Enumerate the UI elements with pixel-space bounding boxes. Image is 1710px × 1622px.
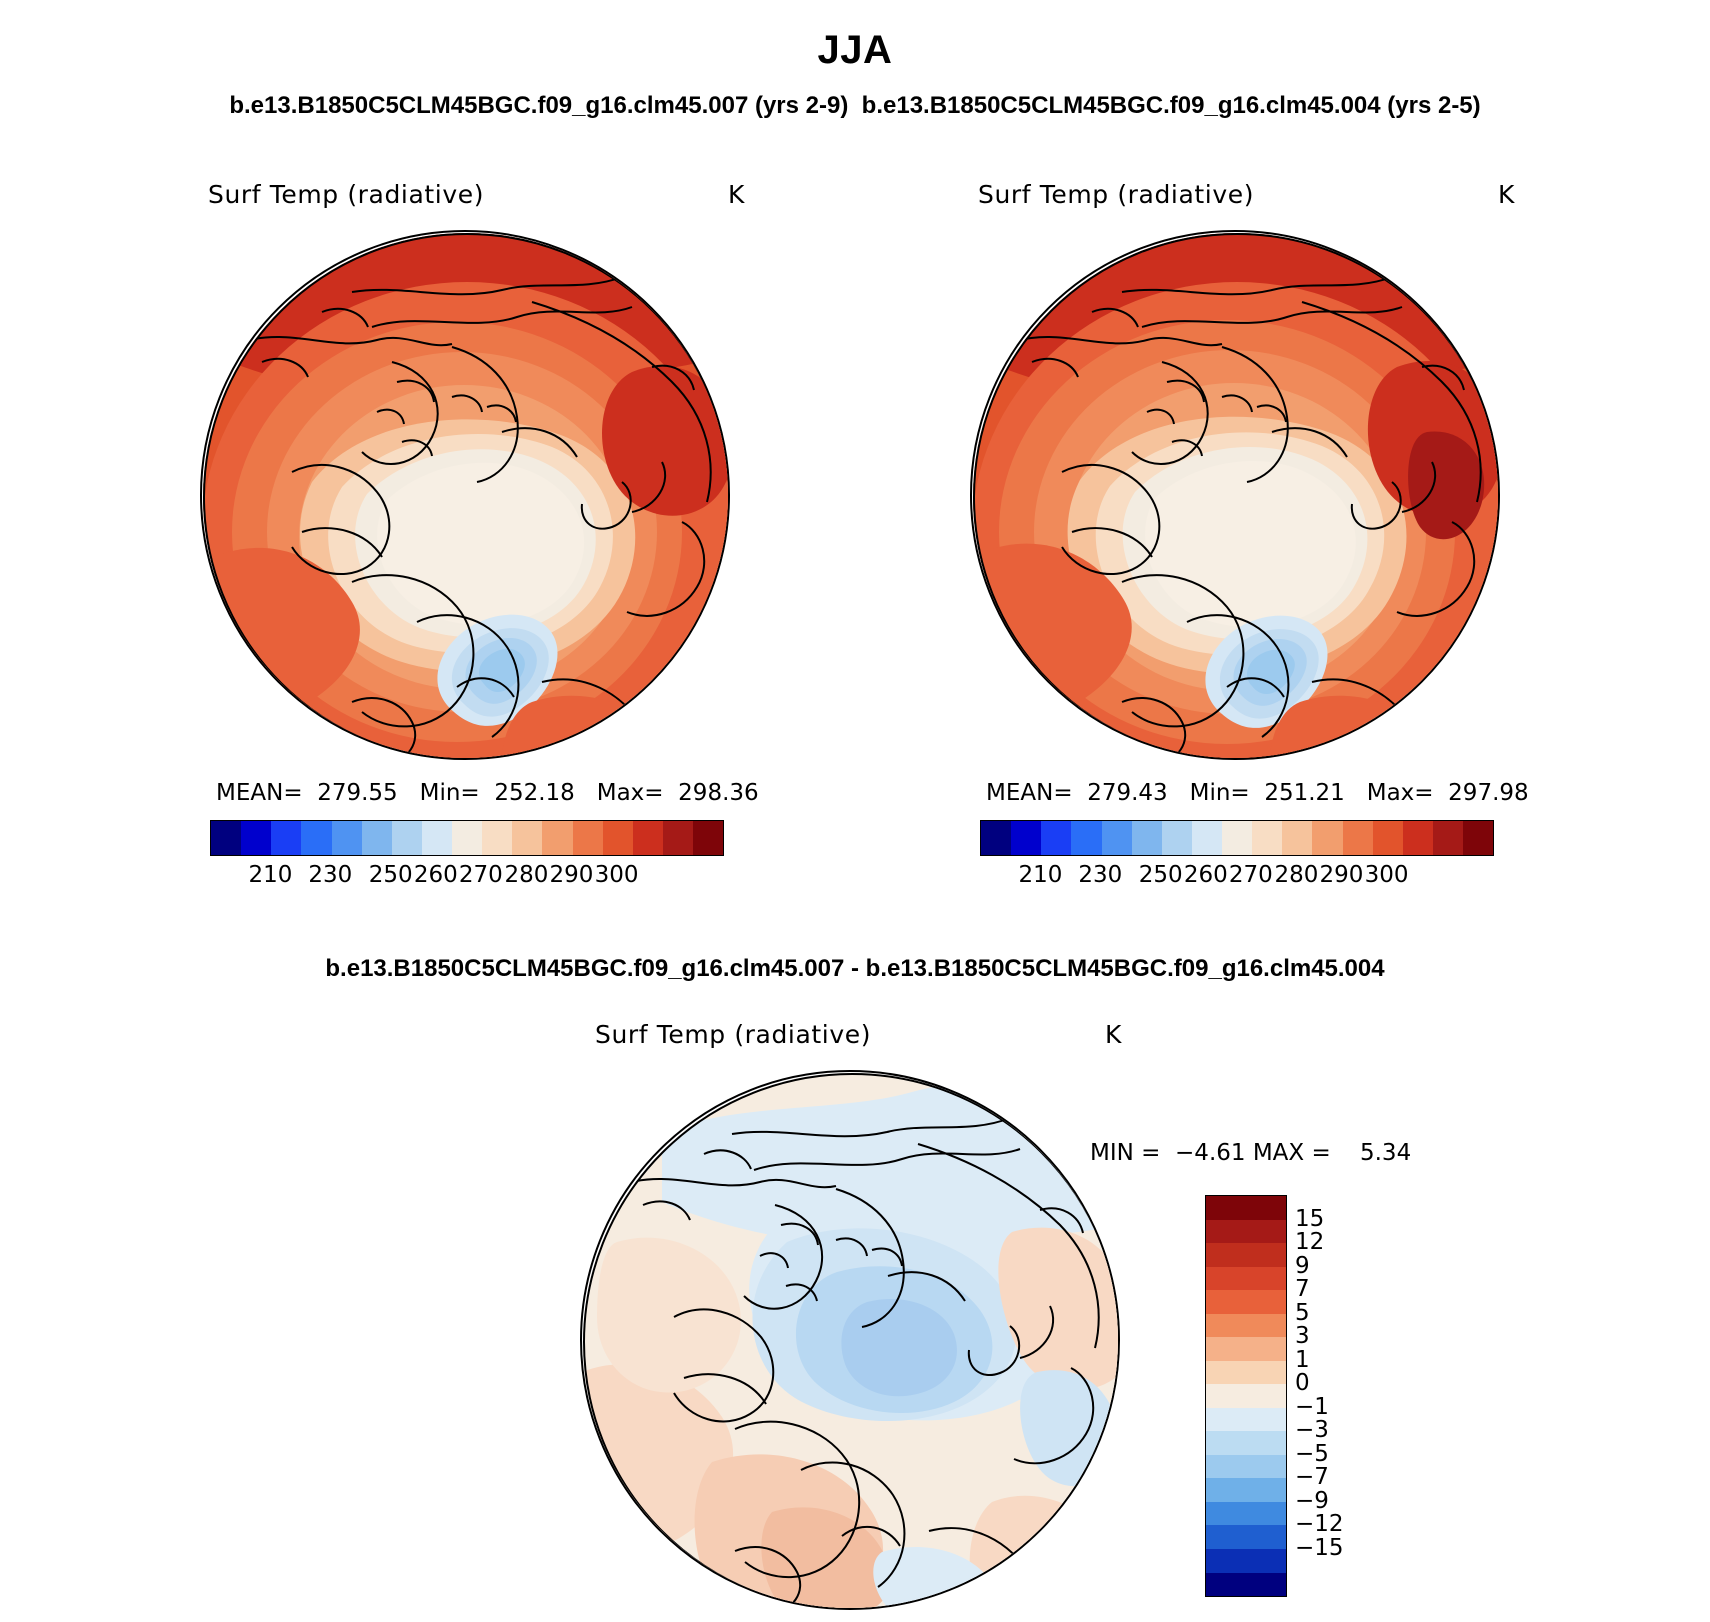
colorbar-cell-11: [542, 821, 572, 855]
colorbar-cell-1: [241, 821, 271, 855]
colorbar-cell-14: [1403, 821, 1433, 855]
colorbar-cell-16: [693, 821, 723, 855]
left-stats: MEAN= 279.55 Min= 252.18 Max= 298.36: [216, 780, 759, 806]
colorbar-cell-0: [981, 821, 1011, 855]
colorbar-tick-300: 300: [1364, 862, 1409, 888]
colorbar-cell-9: [1252, 821, 1282, 855]
panel-difference: [580, 1020, 1412, 1600]
colorbar-tick-300: 300: [594, 862, 639, 888]
colorbar-cell-15: [663, 821, 693, 855]
colorbar-cell-1: [1011, 821, 1041, 855]
diff-colorbar-tick-4: 5: [1295, 1299, 1310, 1326]
colorbar-cell-4: [1102, 821, 1132, 855]
right-map-canvas: [972, 232, 1500, 760]
colorbar-tick-280: 280: [1274, 862, 1319, 888]
panel-right: [970, 180, 1610, 920]
colorbar-tick-290: 290: [549, 862, 594, 888]
left-map-canvas: [202, 232, 730, 760]
colorbar-cell-3: [301, 821, 331, 855]
colorbar-tick-260: 260: [1183, 862, 1228, 888]
diff-colorbar-cell-9: [1206, 1408, 1286, 1432]
case-names-text: b.e13.B1850C5CLM45BGC.f09_g16.clm45.007 (yrs 2-9) b.e13.B1850C5CLM45BGC.f09_g16.clm45.004 (yrs 2-5): [229, 92, 1481, 119]
diff-colorbar-cell-13: [1206, 1502, 1286, 1526]
diff-minmax: MIN = −4.61 MAX = 5.34: [1090, 1140, 1412, 1166]
colorbar-cell-6: [392, 821, 422, 855]
colorbar-cell-2: [1041, 821, 1071, 855]
diff-colorbar-tick-0: 15: [1295, 1205, 1325, 1232]
difference-polar-map[interactable]: [580, 1070, 1120, 1610]
colorbar-cell-13: [1373, 821, 1403, 855]
diff-colorbar-cell-1: [1206, 1220, 1286, 1244]
diff-colorbar-tick-13: −12: [1295, 1511, 1344, 1538]
diff-colorbar-tick-1: 12: [1295, 1229, 1325, 1256]
diff-colorbar-tick-11: −7: [1295, 1464, 1329, 1491]
diff-colorbar-tick-12: −9: [1295, 1487, 1329, 1514]
colorbar-tick-230: 230: [1078, 862, 1123, 888]
colorbar-cell-0: [211, 821, 241, 855]
diff-colorbar-tick-2: 9: [1295, 1252, 1310, 1279]
colorbar-cell-12: [573, 821, 603, 855]
colorbar-cell-5: [362, 821, 392, 855]
diff-colorbar-cell-3: [1206, 1267, 1286, 1291]
difference-colorbar[interactable]: [1205, 1195, 1287, 1597]
colorbar-cell-2: [271, 821, 301, 855]
diff-colorbar-cell-16: [1206, 1573, 1286, 1597]
diff-colorbar-cell-11: [1206, 1455, 1286, 1479]
figure-title: JJA: [817, 28, 893, 72]
colorbar-tick-270: 270: [458, 862, 503, 888]
diff-colorbar-cell-7: [1206, 1361, 1286, 1385]
diff-colorbar-cell-2: [1206, 1243, 1286, 1267]
case-names-line: [0, 92, 1710, 120]
right-unit-label: K: [1498, 180, 1515, 209]
right-colorbar-labels: [980, 862, 1492, 892]
left-colorbar[interactable]: [210, 820, 724, 856]
right-colorbar[interactable]: [980, 820, 1494, 856]
colorbar-cell-7: [422, 821, 452, 855]
colorbar-cell-14: [633, 821, 663, 855]
colorbar-cell-15: [1433, 821, 1463, 855]
difference-case-line: b.e13.B1850C5CLM45BGC.f09_g16.clm45.007 - b.e13.B1850C5CLM45BGC.f09_g16.clm45.004: [325, 955, 1385, 982]
diff-colorbar-tick-5: 3: [1295, 1323, 1310, 1350]
colorbar-cell-7: [1192, 821, 1222, 855]
diff-colorbar-cell-5: [1206, 1314, 1286, 1338]
colorbar-cell-13: [603, 821, 633, 855]
diff-colorbar-tick-3: 7: [1295, 1276, 1310, 1303]
colorbar-cell-6: [1162, 821, 1192, 855]
diff-colorbar-tick-14: −15: [1295, 1534, 1344, 1561]
diff-colorbar-cell-4: [1206, 1290, 1286, 1314]
colorbar-tick-250: 250: [368, 862, 413, 888]
left-unit-label: K: [728, 180, 745, 209]
colorbar-cell-9: [482, 821, 512, 855]
left-colorbar-labels: [210, 862, 722, 892]
colorbar-cell-11: [1312, 821, 1342, 855]
colorbar-cell-16: [1463, 821, 1493, 855]
colorbar-tick-290: 290: [1319, 862, 1364, 888]
colorbar-cell-5: [1132, 821, 1162, 855]
diff-colorbar-tick-6: 1: [1295, 1346, 1310, 1373]
diff-variable-label: Surf Temp (radiative): [595, 1020, 872, 1049]
colorbar-cell-8: [1222, 821, 1252, 855]
colorbar-cell-12: [1343, 821, 1373, 855]
right-stats: MEAN= 279.43 Min= 251.21 Max= 297.98: [986, 780, 1529, 806]
colorbar-tick-210: 210: [248, 862, 293, 888]
diff-colorbar-cell-6: [1206, 1337, 1286, 1361]
right-variable-label: Surf Temp (radiative): [978, 180, 1255, 209]
diff-colorbar-cell-10: [1206, 1431, 1286, 1455]
colorbar-tick-270: 270: [1228, 862, 1273, 888]
diff-colorbar-cell-14: [1206, 1525, 1286, 1549]
difference-colorbar-labels: [1295, 1195, 1385, 1595]
diff-colorbar-tick-8: −1: [1295, 1393, 1329, 1420]
diff-colorbar-cell-12: [1206, 1478, 1286, 1502]
colorbar-cell-3: [1071, 821, 1101, 855]
panel-left: [200, 180, 840, 920]
diff-unit-label: K: [1105, 1020, 1122, 1049]
colorbar-cell-10: [512, 821, 542, 855]
diff-colorbar-cell-8: [1206, 1384, 1286, 1408]
diff-colorbar-cell-0: [1206, 1196, 1286, 1220]
colorbar-tick-230: 230: [308, 862, 353, 888]
diff-colorbar-tick-10: −5: [1295, 1440, 1329, 1467]
colorbar-tick-260: 260: [413, 862, 458, 888]
colorbar-tick-280: 280: [504, 862, 549, 888]
diff-colorbar-tick-7: 0: [1295, 1370, 1310, 1397]
left-polar-map[interactable]: [200, 230, 730, 760]
colorbar-cell-10: [1282, 821, 1312, 855]
diff-colorbar-tick-9: −3: [1295, 1417, 1329, 1444]
colorbar-cell-4: [332, 821, 362, 855]
diff-map-canvas: [582, 1072, 1120, 1610]
colorbar-cell-8: [452, 821, 482, 855]
right-polar-map[interactable]: [970, 230, 1500, 760]
colorbar-tick-210: 210: [1018, 862, 1063, 888]
colorbar-tick-250: 250: [1138, 862, 1183, 888]
left-variable-label: Surf Temp (radiative): [208, 180, 485, 209]
diff-colorbar-cell-15: [1206, 1549, 1286, 1573]
